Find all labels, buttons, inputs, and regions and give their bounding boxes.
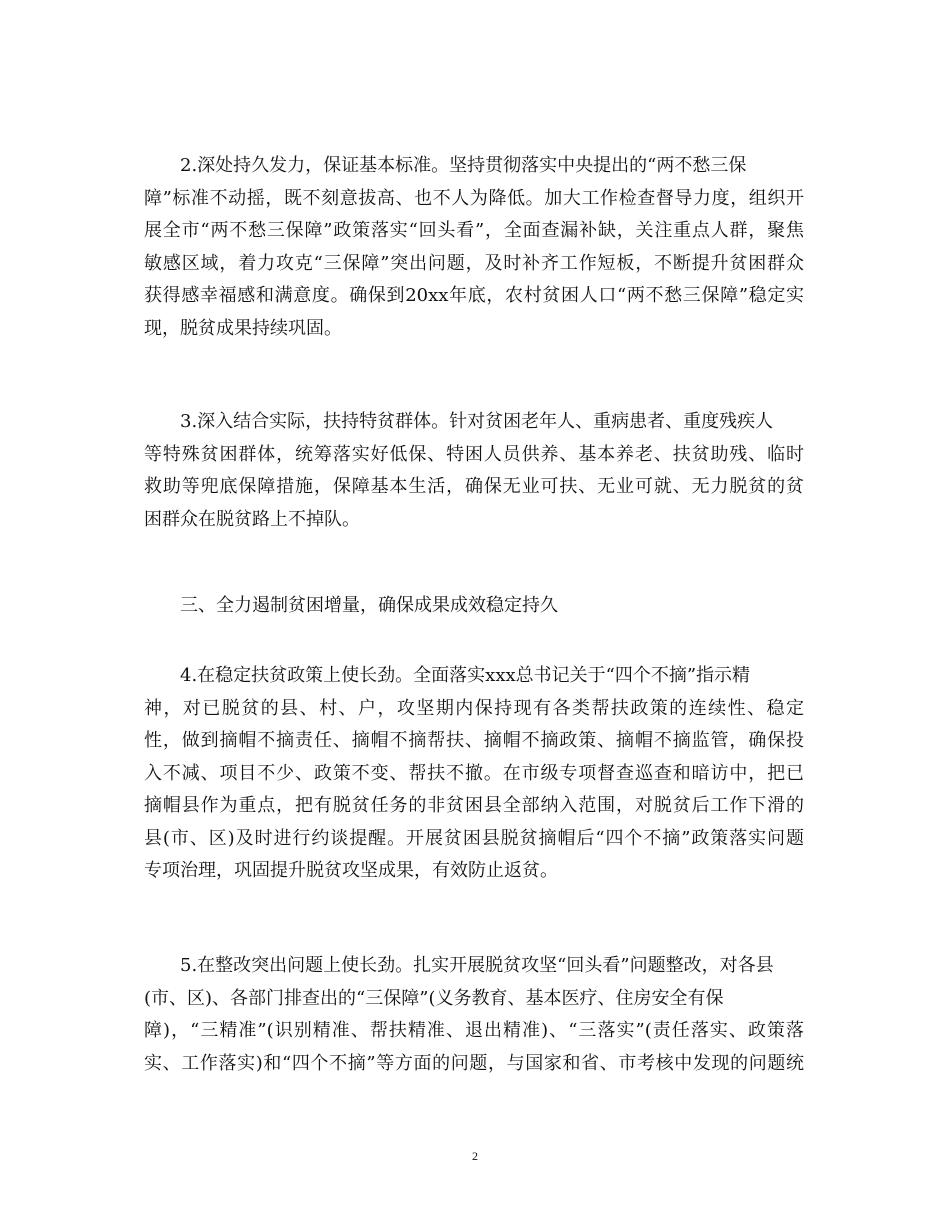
text-line: 入不减、项目不少、政策不变、帮扶不撤。在市级专项督查巡查和暗访中，把已 [144,762,804,784]
text-line: 等特殊贫困群体，统筹落实好低保、特困人员供养、基本养老、扶贫助残、临时 [144,443,804,465]
text-line: 获得感幸福感和满意度。确保到20xx年底，农村贫困人口“两不愁三保障”稳定实 [144,285,804,306]
text-line: 实、工作落实)和“四个不摘”等方面的问题，与国家和省、市考核中发现的问题统 [144,1052,804,1074]
text-line: 现，脱贫成果持续巩固。 [144,317,342,339]
text-line: (市、区)、各部门排查出的“三保障”(义务教育、基本医疗、住房安全有保 [144,987,724,1009]
page-number: 2 [472,1149,478,1163]
paragraph-5 [144,950,804,1080]
text-line: 困群众在脱贫路上不掉队。 [144,508,360,530]
text-line: 敏感区域，着力攻克“三保障”突出问题，及时补齐工作短板，不断提升贫困群众 [144,252,804,274]
paragraph-3 [144,406,804,536]
text-line: 县(市、区)及时进行约谈提醒。开展贫困县脱贫摘帽后“四个不摘”政策落实问题 [144,827,804,849]
paragraph-2 [144,150,804,345]
text-line: 神，对已脱贫的县、村、户，攻坚期内保持现有各类帮扶政策的连续性、稳定 [144,697,804,719]
text-line: 救助等兜底保障措施，保障基本生活，确保无业可扶、无业可就、无力脱贫的贫 [144,476,804,497]
text-line: 专项治理，巩固提升脱贫攻坚成果，有效防止返贫。 [144,860,558,881]
text-line: 展全市“两不愁三保障”政策落实“回头看”，全面查漏补缺，关注重点人群，聚焦 [144,220,804,241]
text-line: 障”标准不动摇，既不刻意拔高、也不人为降低。加大工作检查督导力度，组织开 [144,187,804,209]
text-line: 5.在整改突出问题上使长劲。扎实开展脱贫攻坚“回头看”问题整改，对各县 [180,955,774,976]
text-line: 性，做到摘帽不摘责任、摘帽不摘帮扶、摘帽不摘政策、摘帽不摘监管，确保投 [144,730,804,751]
text-line: 2.深处持久发力，保证基本标准。坚持贯彻落实中央提出的“两不愁三保 [180,155,747,176]
paragraph-4 [144,660,804,888]
text-line: 4.在稳定扶贫政策上使长劲。全面落实xxx总书记关于“四个不摘”指示精 [180,665,751,686]
text-line: 3.深入结合实际，扶持特贫群体。针对贫困老年人、重病患者、重度残疾人 [180,411,774,432]
heading-text: 三、全力遏制贫困增量，确保成果成效稳定持久 [180,595,558,616]
text-line: 摘帽县作为重点，把有脱贫任务的非贫困县全部纳入范围，对脱贫后工作下滑的 [144,795,804,816]
section-heading [144,590,804,623]
text-line: 障)，“三精准”(识别精准、帮扶精准、退出精准)、“三落实”(责任落实、政策落 [144,1020,804,1041]
